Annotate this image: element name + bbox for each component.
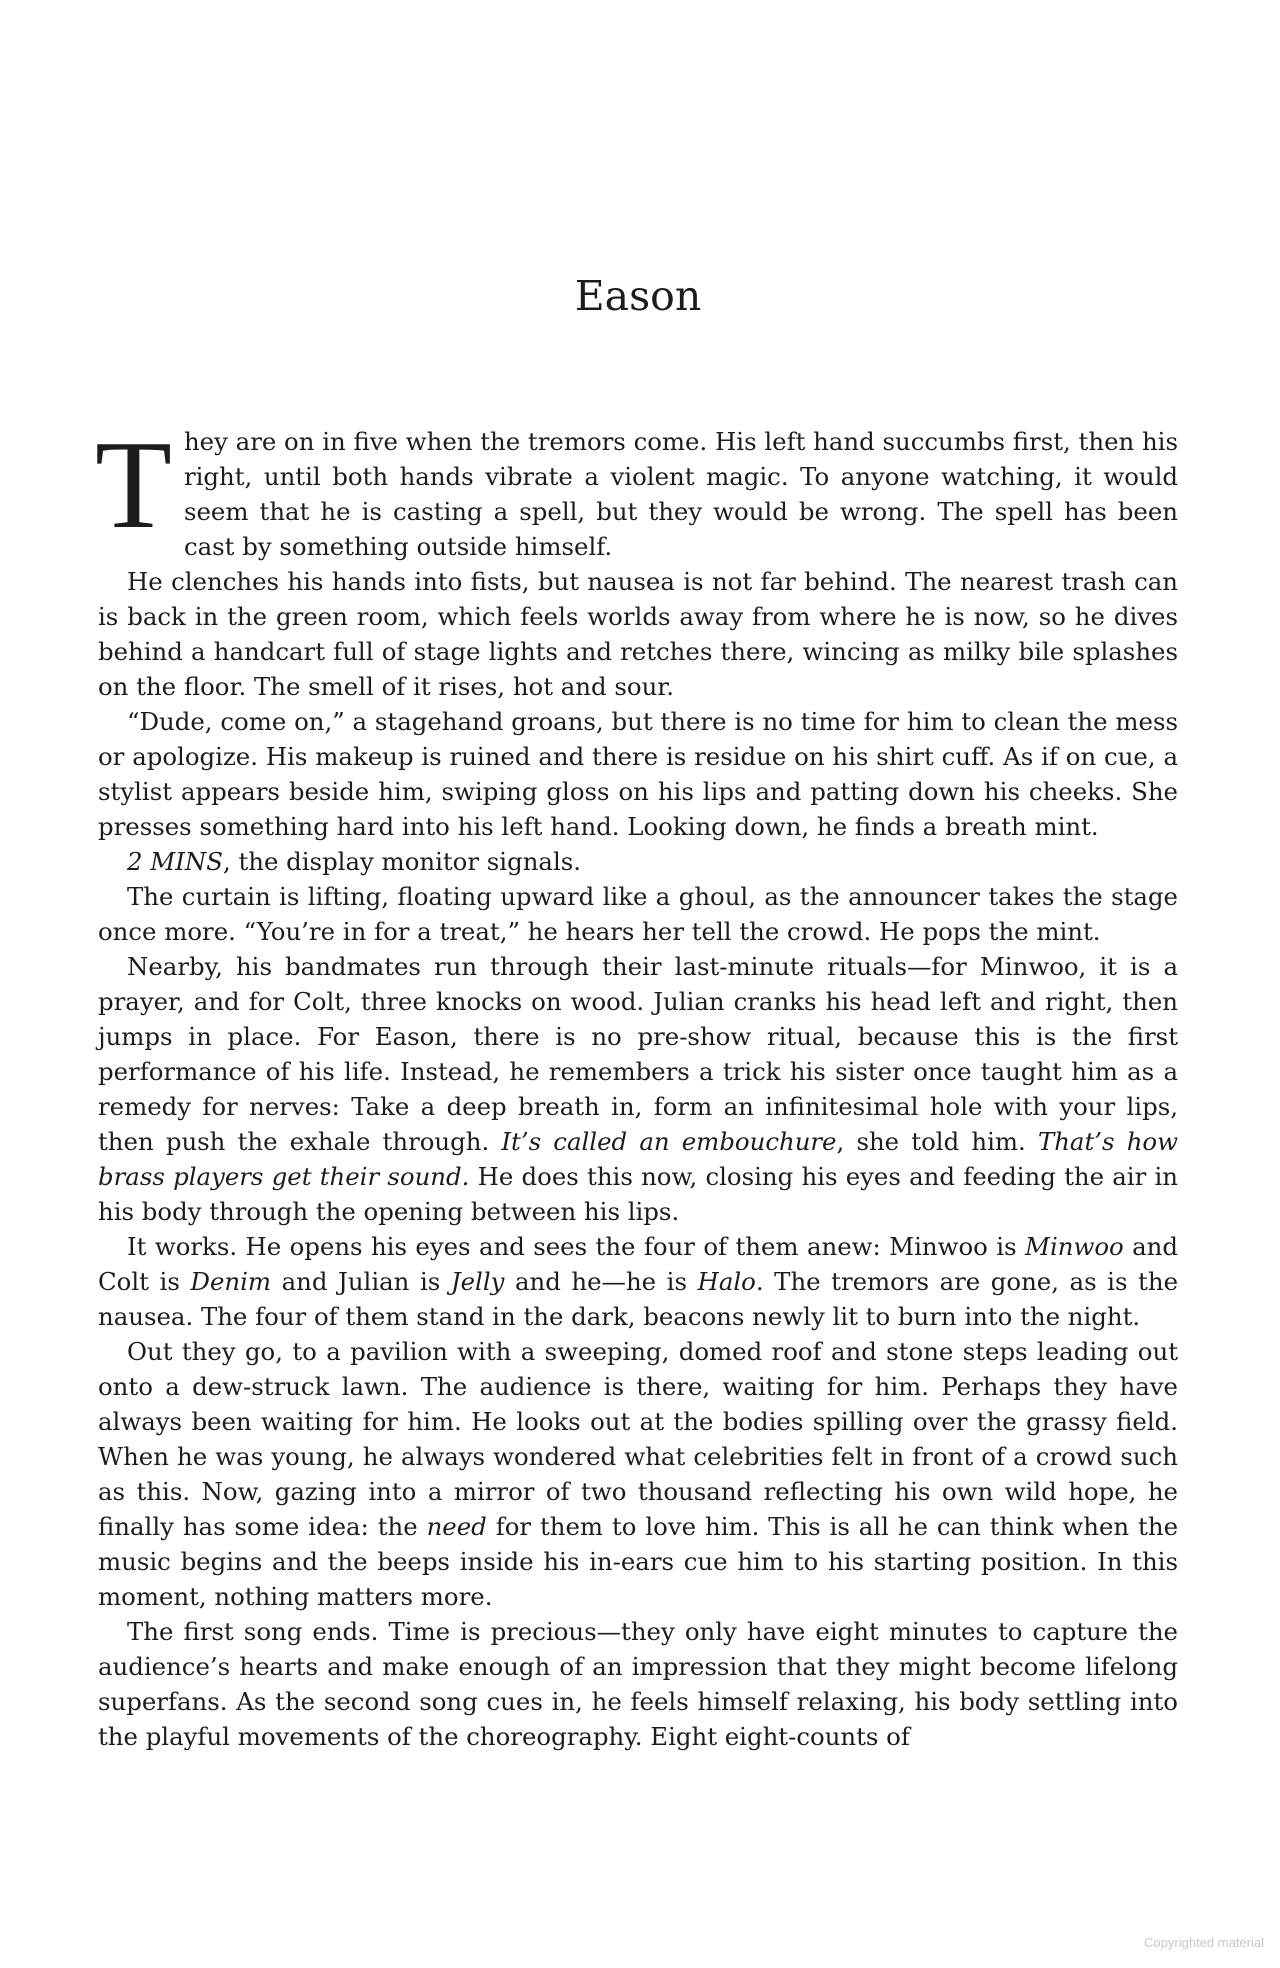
italic-text: Jelly <box>450 1267 505 1296</box>
text-segment: , the display monitor signals. <box>222 847 582 876</box>
paragraph <box>98 704 1178 844</box>
italic-text: Minwoo <box>1024 1232 1124 1261</box>
text-segment: hey are on in five when the tremors come. His left hand succumbs first, then his right, until both hands vibrate a violent magic. To anyone watching, it would seem that he is casting a spell, but they would be wrong. The spell has been cast by something outside himself. <box>183 427 1178 561</box>
text-segment: He clenches his hands into fists, but nausea is not far behind. The nearest trash can is back in the green room, which feels worlds away from where he is now, so he dives behind a handcart full of stage lights and retches there, wincing as milky bile splashes on the floor. The smell of it rises, hot and sour. <box>98 567 1178 701</box>
italic-text: Halo <box>697 1267 756 1296</box>
paragraph <box>98 879 1178 949</box>
paragraph <box>98 564 1178 704</box>
text-segment: and he—he is <box>504 1267 698 1296</box>
paragraph <box>98 1334 1178 1614</box>
text-segment: He does this now, closing his eyes and feeding the air in his body through the opening between his lips. <box>98 1162 1179 1226</box>
paragraph <box>98 1229 1178 1334</box>
text-segment: , she told him. <box>836 1127 1038 1156</box>
text-segment: It works. He opens his eyes and sees the four of them anew: Minwoo is <box>127 1232 1025 1261</box>
italic-text: That’s how brass players get their sound. <box>98 1127 1178 1191</box>
text-segment: and Colt is <box>98 1232 1178 1296</box>
paragraph <box>98 1614 1178 1754</box>
text-segment: Out they go, to a pavilion with a sweeping, domed roof and stone steps leading out onto a dew-struck lawn. The audience is there, waiting for him. Perhaps they have always been waiting for him. He looks out at the bodies spilling over the grassy field. When he was young, he always wondered what celebrities felt in front of a crowd such as this. Now, gazing into a mirror of two thousand reflecting his own wild hope, he finally has some idea: the <box>98 1337 1178 1541</box>
italic-text: Denim <box>190 1267 272 1296</box>
italic-text: need <box>426 1512 487 1541</box>
text-segment: The first song ends. Time is precious—they only have eight minutes to capture the audience’s hearts and make enough of an impression that they might become lifelong superfans. As the second song cues in, he feels himself relaxing, his body settling into the playful movements of the choreography. Eight eight-counts of <box>98 1617 1178 1751</box>
chapter-body <box>95 416 1179 1754</box>
chapter-title: Eason <box>574 272 702 320</box>
text-segment: Nearby, his bandmates run through their last-minute rituals—for Minwoo, it is a prayer, and for Colt, three knocks on wood. Julian cranks his head left and right, then jumps in place. For Eason, there is no pre-show ritual, because this is the first performance of his life. Instead, he remembers a trick his sister once taught him as a remedy for nerves: Take a deep breath in, form an infinitesimal hole with your lips, then push the exhale through. <box>98 952 1178 1156</box>
italic-text: It’s called an embouchure <box>501 1127 837 1156</box>
paragraph <box>98 844 1178 879</box>
paragraph <box>95 416 1178 564</box>
text-segment: The curtain is lifting, floating upward like a ghoul, as the announcer takes the stage once more. “You’re in for a treat,” he hears her tell the crowd. He pops the mint. <box>98 882 1178 946</box>
text-segment: for them to love him. This is all he can think when the music begins and the beeps inside his in-ears cue him to his starting position. In this moment, nothing matters more. <box>98 1512 1179 1611</box>
drop-cap: T <box>95 416 172 555</box>
text-segment: . The tremors are gone, as is the nausea. The four of them stand in the dark, beacons newly lit to burn into the night. <box>98 1267 1179 1331</box>
text-segment: and Julian is <box>271 1267 451 1296</box>
text-segment: “Dude, come on,” a stagehand groans, but there is no time for him to clean the mess or apologize. His makeup is ruined and there is residue on his shirt cuff. As if on cue, a stylist appears beside him, swiping gloss on his lips and patting down his cheeks. She presses something hard into his left hand. Looking down, he finds a breath mint. <box>98 707 1178 841</box>
italic-text: 2 MINS <box>127 847 223 876</box>
copyright-watermark: Copyrighted material <box>1144 1935 1264 1950</box>
paragraph <box>98 949 1178 1229</box>
